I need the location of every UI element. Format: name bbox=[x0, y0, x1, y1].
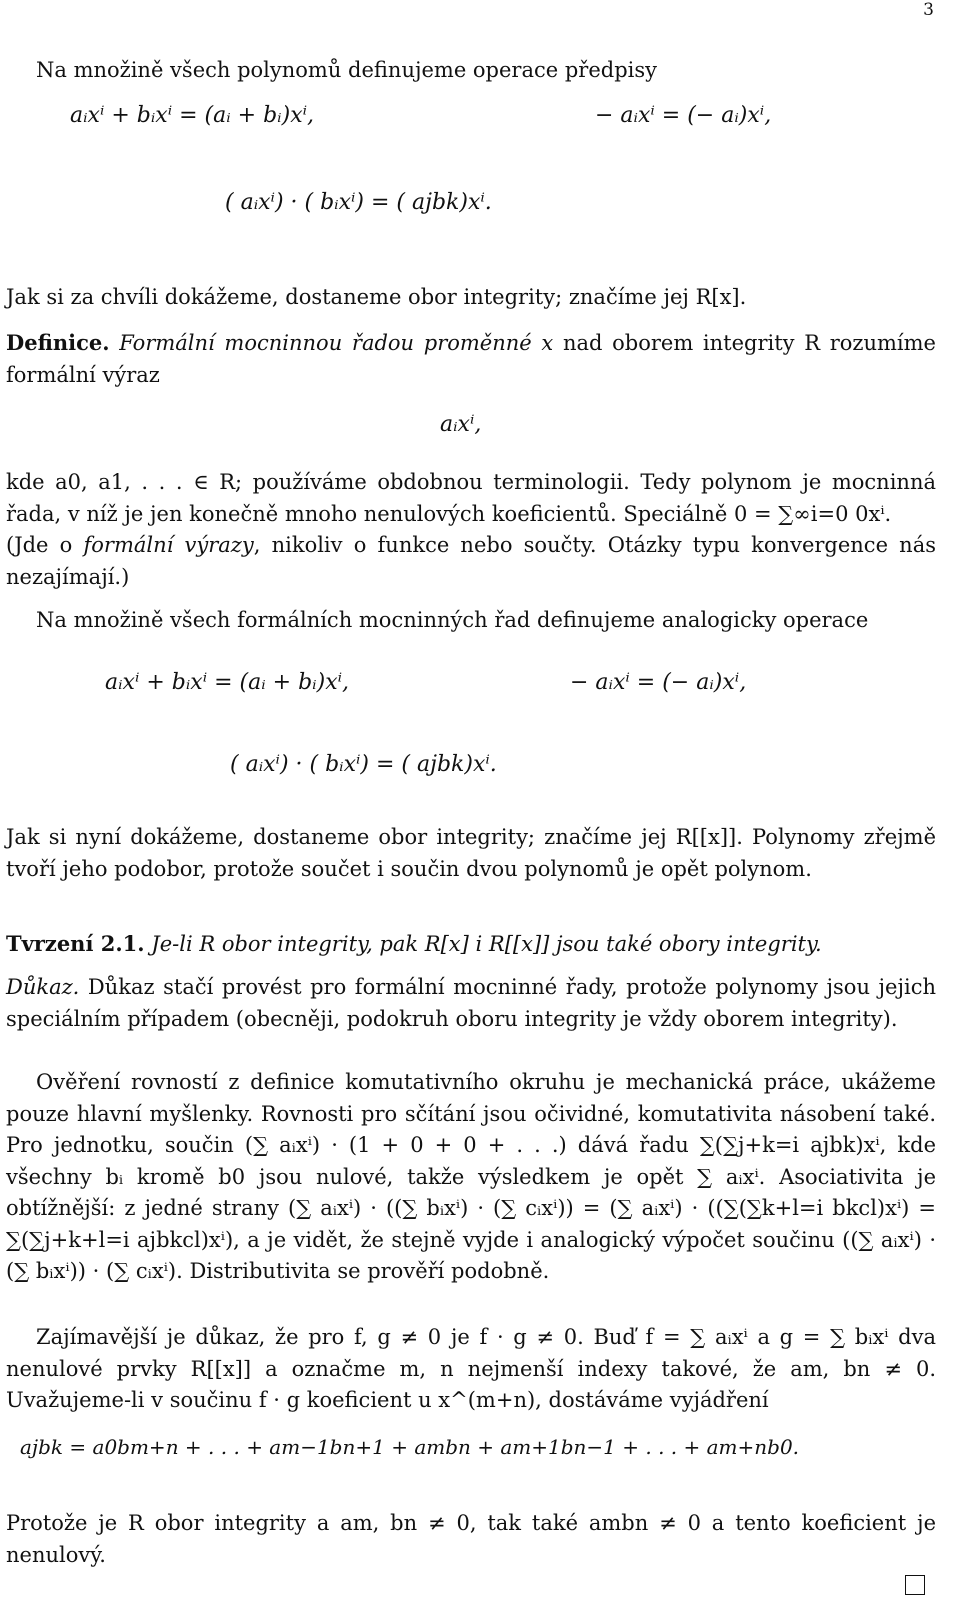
paragraph-intro: Na množině všech polynomů definujeme operace předpisy bbox=[36, 58, 658, 82]
paragraph-formal bbox=[6, 530, 936, 593]
theorem-label: Tvrzení 2.1. bbox=[6, 931, 145, 956]
equation-ser-prod: ( aᵢxⁱ) · ( bᵢxⁱ) = ( ajbk)xⁱ. bbox=[230, 752, 497, 777]
paragraph-terminology: kde a0, a1, . . . ∈ R; používáme obdobnou terminologii. Tedy polynom je mocninná řada, v níž je jen konečně mnoho nenulových koeficientů. Speciálně 0 = ∑∞i=0 0xⁱ. bbox=[6, 470, 936, 526]
proof-text: Důkaz stačí provést pro formální mocninné řady, protože polynomy jsou jejich speciálním případem (obecněji, podokruh oboru integrity je vždy oborem integrity). bbox=[6, 975, 936, 1031]
paragraph-definition bbox=[6, 327, 936, 391]
paragraph-nonzero: Zajímavější je důkaz, že pro f, g ≠ 0 je f · g ≠ 0. Buď f = ∑ aᵢxⁱ a g = ∑ bᵢxⁱ dva nenulové prvky R[[x]] a označme m, n nejmenší indexy takové, že am, bn ≠ 0. Uvažujeme-li v součinu f · g koeficient u x^(m+n), dostáváme vyjádření bbox=[6, 1325, 936, 1412]
definition-term: Formální mocninnou řadou proměnné x bbox=[119, 331, 554, 355]
paragraph-proof bbox=[6, 972, 936, 1035]
equation-poly-prod: ( aᵢxⁱ) · ( bᵢxⁱ) = ( ajbk)xⁱ. bbox=[225, 190, 492, 215]
equation-coefficient: ajbk = a0bm+n + . . . + am−1bn+1 + ambn + am+1bn−1 + . . . + am+nb0. bbox=[20, 1435, 800, 1459]
theorem-text: Je-li R obor integrity, pak R[x] i R[[x]] jsou také obory integrity. bbox=[151, 932, 822, 956]
paragraph-series-ops: Na množině všech formálních mocninných řad definujeme analogicky operace bbox=[36, 608, 869, 632]
equation-series-def: aᵢxⁱ, bbox=[440, 412, 482, 437]
equation-poly-neg: − aᵢxⁱ = (− aᵢ)xⁱ, bbox=[595, 103, 772, 128]
definition-label: Definice. bbox=[6, 330, 110, 355]
paragraph-verification: Ověření rovností z definice komutativního okruhu je mechanická práce, ukážeme pouze hlavní myšlenky. Rovnosti pro sčítání jsou očividné, komutativita násobení také. Pro jednotku, součin (∑ aᵢxⁱ) · (1 + 0 + 0 + . . .) dává řadu ∑(∑j+k=i ajbk)xⁱ, kde všechny bᵢ kromě b0 jsou nulové, takže výsledkem je opět ∑ aᵢxⁱ. Asociativita je obtížnější: z jedné strany (∑ aᵢxⁱ) · ((∑ bᵢxⁱ) · (∑ cᵢxⁱ)) = (∑ aᵢxⁱ) · ((∑(∑k+l=i bkcl)xⁱ) = ∑(∑j+k+l=i ajbkcl)xⁱ), a je vidět, že stejně vyjde i analogický výpočet součinu ((∑ aᵢxⁱ) · (∑ bᵢxⁱ)) · (∑ cᵢxⁱ). Distributivita se prověří podobně. bbox=[6, 1070, 936, 1283]
paragraph-theorem bbox=[6, 928, 936, 961]
paragraph-conclusion: Protože je R obor integrity a am, bn ≠ 0, tak také ambn ≠ 0 a tento koeficient je nenulový. bbox=[6, 1511, 936, 1567]
paragraph-integral: Jak si za chvíli dokážeme, dostaneme obor integrity; značíme jej R[x]. bbox=[6, 285, 747, 309]
proof-label: Důkaz. bbox=[6, 975, 80, 999]
page-number: 3 bbox=[923, 0, 934, 20]
paragraph-series-integral: Jak si nyní dokážeme, dostaneme obor integrity; značíme jej R[[x]]. Polynomy zřejmě tvoří jeho podobor, protože součet i součin dvou polynomů je opět polynom. bbox=[6, 825, 936, 881]
equation-ser-sum: aᵢxⁱ + bᵢxⁱ = (aᵢ + bᵢ)xⁱ, bbox=[105, 670, 350, 695]
equation-poly-sum: aᵢxⁱ + bᵢxⁱ = (aᵢ + bᵢ)xⁱ, bbox=[70, 103, 315, 128]
equation-ser-neg: − aᵢxⁱ = (− aᵢ)xⁱ, bbox=[570, 670, 747, 695]
formal-pre: (Jde o bbox=[6, 533, 73, 557]
formal-post: , nikoliv o funkce nebo součty. Otázky typu konvergence nás nezajímají.) bbox=[6, 533, 936, 589]
qed-box-icon bbox=[905, 1575, 925, 1595]
formal-italic: formální výrazy bbox=[83, 533, 254, 557]
definition-rest: nad oborem integrity R rozumíme formální výraz bbox=[6, 331, 936, 387]
